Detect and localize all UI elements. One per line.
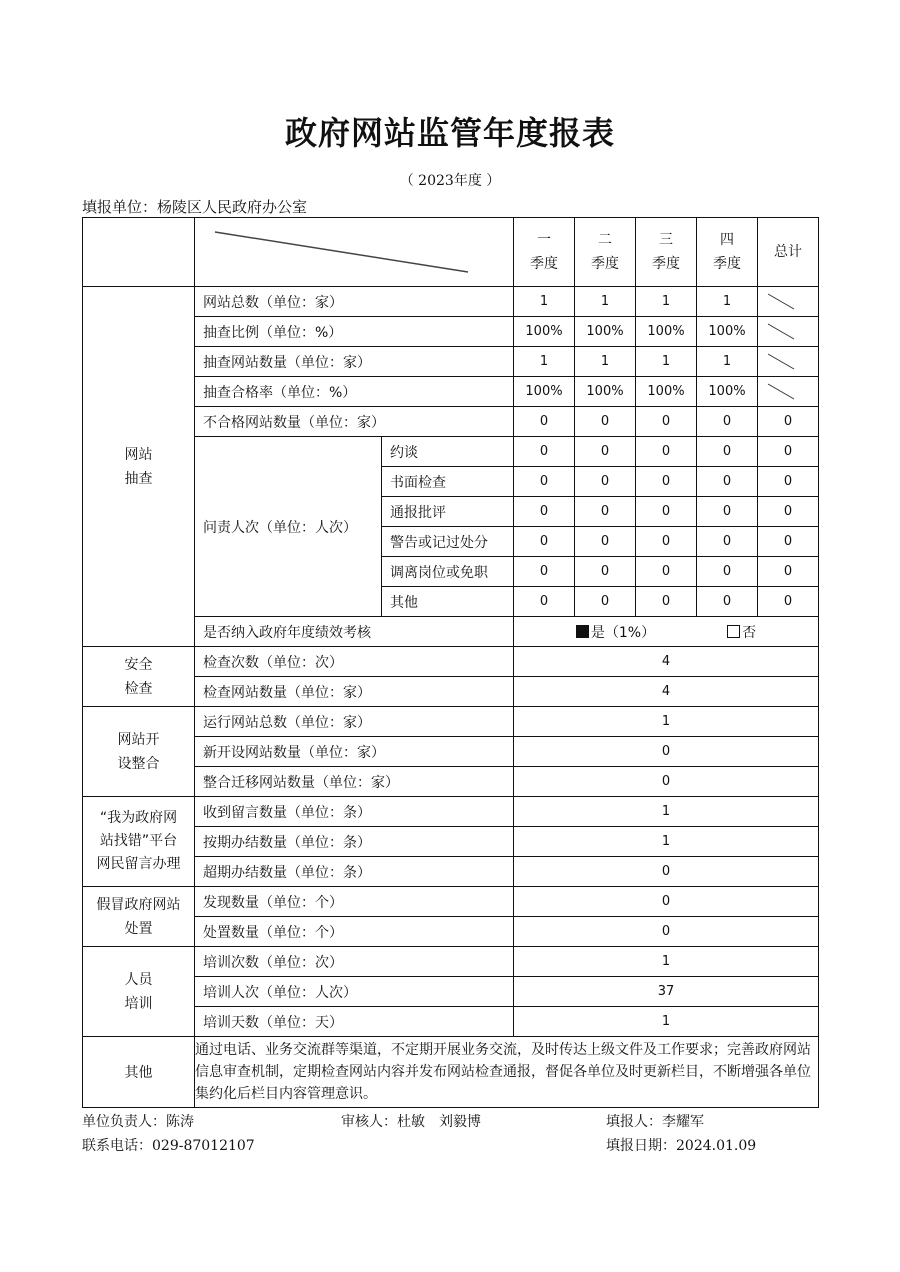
footer-phone: 联系电话：029-87012107 bbox=[82, 1138, 255, 1154]
cell-value: 0 bbox=[575, 467, 636, 497]
cell-value: 0 bbox=[697, 437, 758, 467]
cell-value: 0 bbox=[636, 587, 697, 617]
row-label: 网站总数（单位：家） bbox=[195, 287, 514, 317]
section-security: 安全 检查 bbox=[83, 647, 195, 707]
diagonal-line bbox=[195, 218, 513, 286]
cell-value: 100% bbox=[575, 377, 636, 407]
cell-value: 100% bbox=[697, 377, 758, 407]
cell-value: 100% bbox=[636, 377, 697, 407]
cell-value: 0 bbox=[514, 737, 819, 767]
row-label: 警告或记过处分 bbox=[382, 527, 514, 557]
cell-value: 0 bbox=[514, 767, 819, 797]
section-integration: 网站开 设整合 bbox=[83, 707, 195, 797]
table-row bbox=[83, 647, 819, 677]
header-row bbox=[83, 218, 819, 287]
header-total: 总计 bbox=[758, 218, 819, 287]
row-label: 新开设网站数量（单位：家） bbox=[195, 737, 514, 767]
cell-slash bbox=[758, 317, 819, 347]
accountability-label: 问责人次（单位：人次） bbox=[195, 437, 382, 617]
row-label: 抽查比例（单位：%） bbox=[195, 317, 514, 347]
row-label: 培训人次（单位：人次） bbox=[195, 977, 514, 1007]
cell-value: 0 bbox=[758, 467, 819, 497]
cell-slash bbox=[758, 377, 819, 407]
cell-value: 0 bbox=[758, 407, 819, 437]
cell-value: 0 bbox=[514, 557, 575, 587]
cell-value: 0 bbox=[758, 527, 819, 557]
cell-value: 0 bbox=[697, 527, 758, 557]
checkbox-empty-icon bbox=[727, 625, 740, 638]
footer-leader: 单位负责人：陈涛 bbox=[82, 1114, 194, 1130]
cell-slash bbox=[758, 287, 819, 317]
checkbox-checked-icon bbox=[576, 625, 589, 638]
cell-value: 0 bbox=[758, 437, 819, 467]
row-label: 培训次数（单位：次） bbox=[195, 947, 514, 977]
row-label: 发现数量（单位：个） bbox=[195, 887, 514, 917]
cell-value: 0 bbox=[514, 587, 575, 617]
cell-value: 0 bbox=[636, 497, 697, 527]
header-diagonal-cell bbox=[195, 218, 514, 287]
cell-value: 100% bbox=[697, 317, 758, 347]
cell-value: 100% bbox=[636, 317, 697, 347]
cell-value: 1 bbox=[697, 287, 758, 317]
cell-value: 0 bbox=[636, 527, 697, 557]
cell-value: 0 bbox=[575, 557, 636, 587]
row-label: 抽查合格率（单位：%） bbox=[195, 377, 514, 407]
table-row bbox=[83, 947, 819, 977]
section-spot-check: 网站 抽查 bbox=[83, 287, 195, 647]
cell-value: 0 bbox=[636, 407, 697, 437]
section-training: 人员 培训 bbox=[83, 947, 195, 1037]
cell-value: 0 bbox=[514, 857, 819, 887]
header-q1: 一 季度 bbox=[514, 218, 575, 287]
table-row bbox=[83, 1037, 819, 1108]
cell-value: 0 bbox=[514, 887, 819, 917]
cell-value: 1 bbox=[514, 797, 819, 827]
cell-value: 1 bbox=[697, 347, 758, 377]
cell-value: 0 bbox=[758, 587, 819, 617]
section-counterfeit: 假冒政府网站 处置 bbox=[83, 887, 195, 947]
row-label: 抽查网站数量（单位：家） bbox=[195, 347, 514, 377]
row-label: 不合格网站数量（单位：家） bbox=[195, 407, 514, 437]
cell-value: 1 bbox=[514, 827, 819, 857]
cell-value: 0 bbox=[514, 467, 575, 497]
footer-filler: 填报人：李耀军 bbox=[606, 1114, 704, 1130]
cell-value: 100% bbox=[514, 317, 575, 347]
row-label: 整合迁移网站数量（单位：家） bbox=[195, 767, 514, 797]
section-other: 其他 bbox=[83, 1037, 195, 1108]
performance-choice bbox=[514, 617, 819, 647]
cell-value: 37 bbox=[514, 977, 819, 1007]
cell-value: 0 bbox=[697, 407, 758, 437]
option-yes[interactable]: 是（1%） bbox=[576, 622, 655, 642]
table-row bbox=[83, 707, 819, 737]
row-label: 超期办结数量（单位：条） bbox=[195, 857, 514, 887]
cell-value: 0 bbox=[758, 557, 819, 587]
row-label: 通报批评 bbox=[382, 497, 514, 527]
cell-value: 4 bbox=[514, 677, 819, 707]
cell-value: 1 bbox=[514, 947, 819, 977]
cell-value: 0 bbox=[514, 497, 575, 527]
row-label: 收到留言数量（单位：条） bbox=[195, 797, 514, 827]
row-label: 培训天数（单位：天） bbox=[195, 1007, 514, 1037]
cell-value: 0 bbox=[575, 407, 636, 437]
reporting-unit: 填报单位：杨陵区人民政府办公室 bbox=[82, 198, 308, 216]
cell-value: 1 bbox=[514, 1007, 819, 1037]
report-table bbox=[82, 217, 819, 1108]
row-label: 调离岗位或免职 bbox=[382, 557, 514, 587]
header-q4: 四 季度 bbox=[697, 218, 758, 287]
table-row bbox=[83, 797, 819, 827]
row-label: 约谈 bbox=[382, 437, 514, 467]
cell-value: 100% bbox=[514, 377, 575, 407]
cell-value: 0 bbox=[758, 497, 819, 527]
cell-value: 0 bbox=[514, 527, 575, 557]
table-row bbox=[83, 287, 819, 317]
footer-reviewer: 审核人：杜敏 刘毅博 bbox=[341, 1114, 481, 1130]
row-label: 其他 bbox=[382, 587, 514, 617]
cell-value: 1 bbox=[575, 287, 636, 317]
row-label: 处置数量（单位：个） bbox=[195, 917, 514, 947]
cell-value: 0 bbox=[575, 437, 636, 467]
row-label: 书面检查 bbox=[382, 467, 514, 497]
cell-value: 0 bbox=[697, 587, 758, 617]
cell-value: 0 bbox=[575, 587, 636, 617]
row-label: 按期办结数量（单位：条） bbox=[195, 827, 514, 857]
cell-value: 0 bbox=[514, 917, 819, 947]
cell-slash bbox=[758, 347, 819, 377]
table-row bbox=[83, 887, 819, 917]
cell-value: 0 bbox=[514, 437, 575, 467]
row-label: 检查网站数量（单位：家） bbox=[195, 677, 514, 707]
cell-value: 4 bbox=[514, 647, 819, 677]
cell-value: 0 bbox=[514, 407, 575, 437]
cell-value: 0 bbox=[636, 437, 697, 467]
cell-value: 0 bbox=[636, 557, 697, 587]
cell-value: 100% bbox=[575, 317, 636, 347]
row-label: 是否纳入政府年度绩效考核 bbox=[195, 617, 514, 647]
cell-value: 1 bbox=[636, 347, 697, 377]
row-label: 运行网站总数（单位：家） bbox=[195, 707, 514, 737]
cell-value: 1 bbox=[575, 347, 636, 377]
cell-value: 0 bbox=[697, 497, 758, 527]
section-message: “我为政府网 站找错”平台 网民留言办理 bbox=[83, 797, 195, 887]
report-year: （ 2023年度 ） bbox=[399, 173, 501, 189]
header-q3: 三 季度 bbox=[636, 218, 697, 287]
page-title: 政府网站监管年度报表 bbox=[284, 114, 615, 152]
cell-value: 0 bbox=[636, 467, 697, 497]
header-q2: 二 季度 bbox=[575, 218, 636, 287]
cell-value: 1 bbox=[514, 347, 575, 377]
other-notes: 通过电话、业务交流群等渠道，不定期开展业务交流，及时传达上级文件及工作要求；完善政府网站信息审查机制，定期检查网站内容并发布网站检查通报，督促各单位及时更新栏目，不断增强各单位集约化后栏目内容管理意识。 bbox=[195, 1037, 819, 1108]
cell-value: 1 bbox=[514, 707, 819, 737]
cell-value: 1 bbox=[514, 287, 575, 317]
cell-value: 0 bbox=[697, 467, 758, 497]
option-no[interactable]: 否 bbox=[727, 622, 756, 642]
cell-value: 0 bbox=[575, 497, 636, 527]
cell-value: 0 bbox=[575, 527, 636, 557]
footer-date: 填报日期：2024.01.09 bbox=[606, 1138, 757, 1154]
row-label: 检查次数（单位：次） bbox=[195, 647, 514, 677]
cell-value: 1 bbox=[636, 287, 697, 317]
cell-value: 0 bbox=[697, 557, 758, 587]
